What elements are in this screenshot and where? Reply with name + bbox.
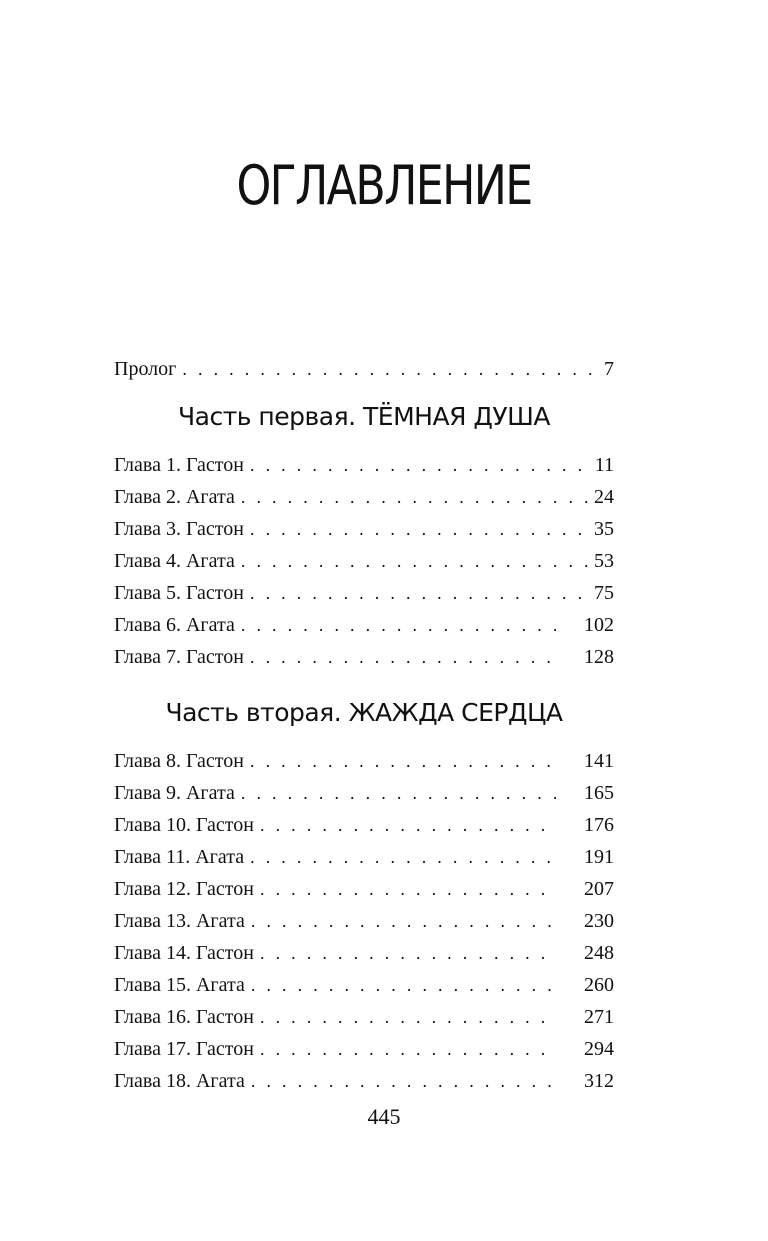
toc-entry-chapter-4[interactable] xyxy=(114,545,614,577)
toc-entry-label: Глава 6. Агата xyxy=(114,614,235,636)
toc-entry-page: 207 xyxy=(584,878,614,900)
toc-entry-page: 7 xyxy=(604,358,614,380)
toc-entry-label: Глава 18. Агата xyxy=(114,1070,245,1092)
dot-leader xyxy=(260,1033,556,1065)
dot-leader xyxy=(250,841,556,873)
toc-entry-page: 141 xyxy=(584,750,614,772)
toc-entry-page: 11 xyxy=(594,454,614,476)
part-prefix: Часть вторая. xyxy=(165,698,342,727)
dot-leader xyxy=(241,545,588,577)
toc-entry-label: Пролог xyxy=(114,358,177,380)
toc-entry-chapter-10[interactable] xyxy=(114,809,614,841)
dot-leader xyxy=(251,905,556,937)
dot-leader xyxy=(182,353,598,385)
dot-leader xyxy=(250,745,556,777)
dot-leader xyxy=(241,481,588,513)
toc-entry-chapter-7[interactable] xyxy=(114,641,614,673)
dot-leader xyxy=(260,809,556,841)
page-title: ОГЛАВЛЕНИЕ xyxy=(236,154,532,217)
toc-entry-page: 102 xyxy=(584,614,614,636)
toc-entry-chapter-14[interactable] xyxy=(114,937,614,969)
toc-entry-page: 128 xyxy=(584,646,614,668)
part-spacer xyxy=(114,673,614,681)
toc-entry-page: 312 xyxy=(584,1070,614,1092)
toc-entry-page: 230 xyxy=(584,910,614,932)
dot-leader xyxy=(250,577,588,609)
toc-entry-chapter-1[interactable] xyxy=(114,449,614,481)
toc-entry-prologue[interactable] xyxy=(114,353,614,385)
toc-entry-label: Глава 15. Агата xyxy=(114,974,245,996)
toc-entry-chapter-3[interactable] xyxy=(114,513,614,545)
toc-entry-page: 248 xyxy=(584,942,614,964)
toc-entry-page: 165 xyxy=(584,782,614,804)
table-of-contents xyxy=(114,353,614,1097)
toc-entry-chapter-16[interactable] xyxy=(114,1001,614,1033)
page-number: 445 xyxy=(367,1104,401,1129)
part-heading-2 xyxy=(114,681,614,745)
toc-entry-label: Глава 9. Агата xyxy=(114,782,235,804)
part-title: ТЁМНАЯ ДУША xyxy=(363,402,550,431)
toc-entry-label: Глава 3. Гастон xyxy=(114,518,244,540)
toc-entry-chapter-13[interactable] xyxy=(114,905,614,937)
dot-leader xyxy=(260,873,556,905)
toc-entry-label: Глава 12. Гастон xyxy=(114,878,254,900)
toc-entry-label: Глава 17. Гастон xyxy=(114,1038,254,1060)
toc-entry-page: 260 xyxy=(584,974,614,996)
toc-entry-chapter-5[interactable] xyxy=(114,577,614,609)
dot-leader xyxy=(241,777,556,809)
toc-entry-label: Глава 13. Агата xyxy=(114,910,245,932)
dot-leader xyxy=(250,641,556,673)
toc-entry-label: Глава 11. Агата xyxy=(114,846,245,868)
toc-entry-chapter-17[interactable] xyxy=(114,1033,614,1065)
toc-entry-page: 294 xyxy=(584,1038,614,1060)
toc-entry-label: Глава 7. Гастон xyxy=(114,646,244,668)
toc-entry-page: 35 xyxy=(594,518,614,540)
toc-entry-label: Глава 10. Гастон xyxy=(114,814,254,836)
toc-entry-label: Глава 16. Гастон xyxy=(114,1006,254,1028)
toc-entry-label: Глава 1. Гастон xyxy=(114,454,244,476)
dot-leader xyxy=(250,449,589,481)
part-prefix: Часть первая. xyxy=(177,402,356,431)
dot-leader xyxy=(251,1065,556,1097)
toc-entry-page: 53 xyxy=(594,550,614,572)
toc-entry-chapter-6[interactable] xyxy=(114,609,614,641)
toc-entry-chapter-8[interactable] xyxy=(114,745,614,777)
toc-entry-page: 75 xyxy=(594,582,614,604)
dot-leader xyxy=(250,513,588,545)
part-heading-1 xyxy=(114,385,614,449)
toc-entry-label: Глава 14. Гастон xyxy=(114,942,254,964)
dot-leader xyxy=(251,969,556,1001)
toc-entry-label: Глава 4. Агата xyxy=(114,550,235,572)
dot-leader xyxy=(260,937,556,969)
toc-entry-chapter-2[interactable] xyxy=(114,481,614,513)
dot-leader xyxy=(260,1001,556,1033)
toc-entry-label: Глава 2. Агата xyxy=(114,486,235,508)
toc-entry-page: 271 xyxy=(584,1006,614,1028)
toc-entry-page: 176 xyxy=(584,814,614,836)
toc-entry-label: Глава 8. Гастон xyxy=(114,750,244,772)
toc-entry-chapter-12[interactable] xyxy=(114,873,614,905)
toc-entry-page: 191 xyxy=(584,846,614,868)
toc-entry-chapter-11[interactable] xyxy=(114,841,614,873)
dot-leader xyxy=(241,609,556,641)
toc-entry-chapter-18[interactable] xyxy=(114,1065,614,1097)
toc-entry-label: Глава 5. Гастон xyxy=(114,582,244,604)
toc-entry-chapter-15[interactable] xyxy=(114,969,614,1001)
toc-entry-chapter-9[interactable] xyxy=(114,777,614,809)
toc-entry-page: 24 xyxy=(594,486,614,508)
part-title: ЖАЖДА СЕРДЦА xyxy=(348,698,563,727)
